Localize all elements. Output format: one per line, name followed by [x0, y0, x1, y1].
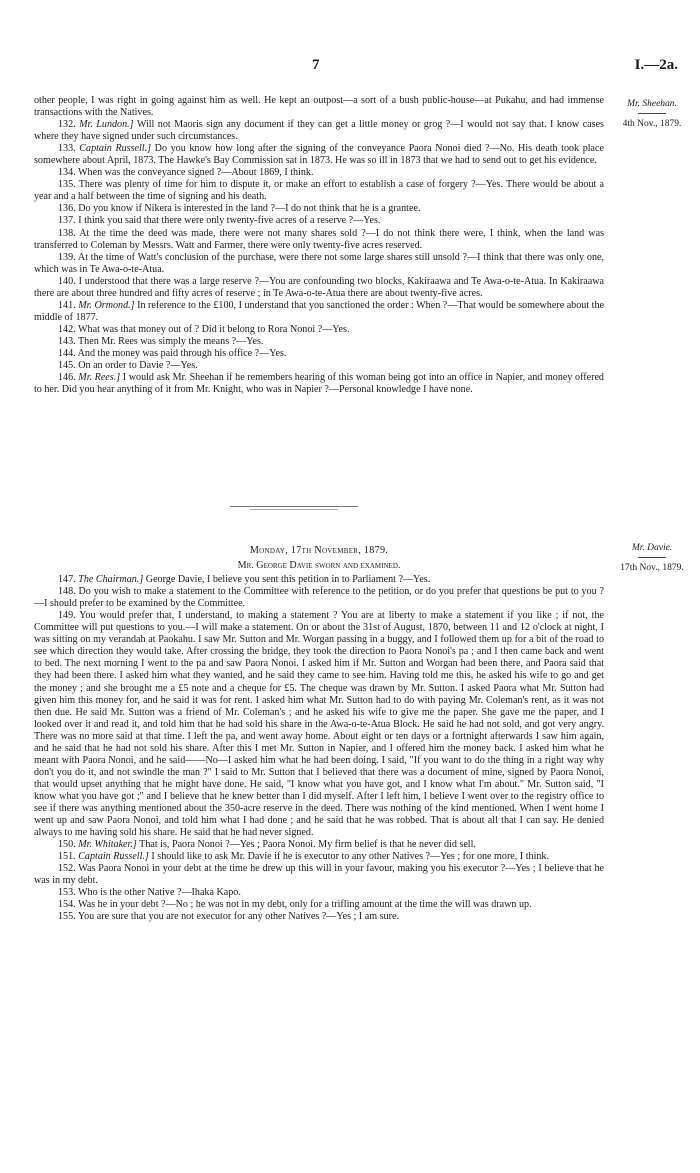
page-header	[0, 57, 700, 77]
question-number: 133.	[58, 143, 76, 155]
question-number: 136.	[58, 203, 76, 215]
testimony-paragraph	[34, 167, 604, 179]
testimony-paragraph	[34, 228, 604, 252]
testimony-section-sheehan	[34, 95, 604, 396]
question-number: 151.	[58, 851, 76, 863]
question-number: 147.	[58, 574, 76, 586]
question-number: 141.	[58, 299, 76, 311]
paragraph-text: I would ask Mr. Sheehan if he remembers hearing of this woman being got into an office in Napier, and money offered to her. Did you hear anything of it from Mr. Knight, who was in Napier ?—Personal knowledge I have none.	[34, 372, 604, 396]
testimony-paragraph	[34, 887, 604, 899]
paragraph-text: Will not Maoris sign any document if they can get a little money or grog ?—I would not say that. I know cases where they have signed under such circumstances.	[34, 119, 604, 143]
speaker-name: Captain Russell.]	[79, 143, 152, 155]
testimony-paragraph	[34, 360, 604, 372]
testimony-paragraph	[34, 372, 604, 396]
testimony-paragraph	[34, 143, 604, 167]
margin-note-sheehan	[612, 98, 692, 130]
question-number: 134.	[58, 167, 76, 179]
section-divider	[230, 506, 358, 507]
paragraph-text: Do you know how long after the signing of the conveyance Paora Nonoi died ?—No. His death took place somewhere about April, 1873. The Hawke's Bay Commission sat in 1873. He was so ill in 1873 that we had to send out to get his evidence.	[34, 143, 605, 167]
question-number: 152.	[58, 863, 76, 875]
paragraph-text: What was that money out of ? Did it belong to Rora Nonoi ?—Yes.	[78, 323, 350, 335]
question-number: 150.	[58, 839, 76, 851]
speaker-name: Mr. Ormond.]	[78, 299, 135, 311]
paragraph-text: I understood that there was a large reserve ?—You are confounding two blocks, Kakiraawa and Te Awa-o-te-Atua. In Kakiraawa there are about three hundred and fifty acres of reserve ; in Te Awa-o-te-Atua there are about twenty-five acres.	[34, 275, 604, 299]
speaker-name: Mr. Whitaker.]	[78, 839, 137, 851]
paragraph-text: At the time of Watt's conclusion of the purchase, were there not some large shares still unsold ?—I think that there was only one, which was in Te Awa-o-te-Atua.	[34, 251, 604, 275]
paragraph-text: Was Paora Nonoi in your debt at the time he drew up this will in your favour, making you his executor ?—Yes ; I believe that he was in my debt.	[34, 863, 604, 887]
testimony-paragraph	[34, 839, 604, 851]
testimony-paragraph	[34, 203, 604, 215]
paragraph-text: There was plenty of time for him to dispute it, or make an effort to establish a case of forgery ?—Yes. There would be about a year and a half between the time of signing and his death.	[34, 179, 604, 203]
testimony-paragraph	[34, 336, 604, 348]
testimony-paragraph	[34, 276, 604, 300]
speaker-name: The Chairman.]	[78, 574, 144, 586]
question-number: 155.	[58, 911, 76, 923]
testimony-paragraph	[34, 300, 604, 324]
paragraph-text: On an order to Davie ?—Yes.	[78, 360, 198, 372]
margin-date: 4th Nov., 1879.	[622, 119, 682, 129]
testimony-paragraph	[34, 119, 604, 143]
testimony-paragraph	[34, 586, 604, 610]
question-number: 138.	[58, 227, 76, 239]
testimony-section-davie	[34, 545, 604, 923]
testimony-paragraph	[34, 851, 604, 863]
paragraph-text: Do you wish to make a statement to the Committee with reference to the petition, or do you prefer that questions be put to you ?—I should prefer to be examined by the Committee.	[34, 586, 604, 610]
question-number: 135.	[58, 179, 76, 191]
paragraph-text: I should like to ask Mr. Davie if he is executor to any other Natives ?—Yes ; for one more, I think.	[148, 851, 549, 863]
paragraph-text: At the time the deed was made, there were not many shares sold ?—I do not think there were, I think, when the land was transferred to Coleman by Messrs. Watt and Farmer, there were only twenty-five acres reserved.	[34, 227, 605, 251]
question-number: 148.	[58, 586, 76, 598]
question-number: 145.	[58, 360, 76, 372]
question-number: 132.	[58, 119, 76, 131]
testimony-paragraph	[34, 179, 604, 203]
paragraph-text: And the money was paid through his office ?—Yes.	[77, 347, 287, 359]
question-number: 140.	[58, 275, 76, 287]
margin-date: 17th Nov., 1879.	[620, 563, 684, 573]
paragraph-text: George Davie, I believe you sent this petition in to Parliament ?—Yes.	[143, 574, 431, 586]
speaker-name: Mr. Lundon.]	[79, 119, 134, 131]
paragraph-text: You are sure that you are not executor for any other Natives ?—Yes ; I am sure.	[77, 911, 399, 923]
section-divider-short	[250, 509, 338, 510]
paragraph-text: Then Mr. Rees was simply the means ?—Yes.	[78, 335, 264, 347]
question-number: 143.	[58, 335, 76, 347]
margin-speaker: Mr. Davie.	[631, 543, 673, 553]
paragraph-text: Who is the other Native ?—Ihaka Kapo.	[78, 887, 241, 899]
question-number: 149.	[58, 610, 76, 622]
question-number: 153.	[58, 887, 76, 899]
question-number: 154.	[58, 899, 76, 911]
margin-note-davie	[612, 542, 692, 574]
document-reference: I.—2a.	[634, 57, 678, 73]
testimony-paragraph	[34, 863, 604, 887]
testimony-paragraph	[34, 610, 604, 839]
paragraph-text: That is, Paora Nonoi ?—Yes ; Paora Nonoi. My firm belief is that he never did sell.	[136, 839, 476, 851]
page-number: 7	[312, 57, 320, 73]
testimony-paragraph	[34, 348, 604, 360]
speaker-name: Captain Russell.]	[78, 851, 149, 863]
question-number: 146.	[58, 372, 76, 384]
margin-rule	[638, 557, 666, 558]
testimony-paragraph	[34, 324, 604, 336]
paragraph-text: Do you know if Nikera is interested in the land ?—I do not think that he is a grantee.	[78, 203, 421, 215]
witness-sworn-line: Mr. George Davie sworn and examined.	[237, 560, 401, 572]
question-number: 139.	[58, 251, 76, 263]
question-number: 144.	[58, 347, 76, 359]
paragraph-text: You would prefer that, I understand, to making a statement ? You are at liberty to make a statement if you like ; if not, the Committee will put questions to you.—I will make a statement. On or about the 31st of August, 1870, between 11 and 12 o'clock at night, I was sitting on my verandah at Paokahu. I saw Mr. Sutton and Mr. Worgan passing in a buggy, and I followed them up for a bit of the road to see which direction they would take. After crossing the bridge, they took the direction to Paora Nonoi's pa ; and I then came back and went to bed. The next morning I went to the pa and saw Paora Nonoi. I asked him if Mr. Sutton and Worgan had been there, and Paora said that they had been there. I asked him what they wanted, and he said they came to see him. Having told me this, he asked his wife to go and get the money ; and she brought me a £5 note and a cheque for £5. The cheque was drawn by Mr. Sutton. I asked Paora what Mr. Sutton had given him this money for, and he said it was for rent. I asked him what Mr. Sutton had to do with paying Mr. Coleman's rent, as it was not then due. He said Mr. Sutton was a friend of Mr. Coleman's ; and he asked his wife to give me the paper. She gave me the paper, and I looked over it and read it, and told him that he had sold his share in the Awa-o-te-Atua Block. He said he had not sold, and got very angry. There was no more said at that time. I left the pa, and went away home. About eight or ten days or a fortnight afterwards I saw him again, and he said that he had not sold his share. After this I met Mr. Sutton in Napier, and I offered him the money back. I asked him what he meant with Paora Nonoi, and he said——No—I asked him what he had been doing. I said, "If you want to do the thing in a right way why don't you do it, and not swindle the man ?" I said to Mr. Sutton that I believed that there was a document of mine, signed by Paora Nonoi, that would upset anything that he might have done. He said, "I know what you have got, and I know what I'm about." Mr. Sutton said, "I know what you have got ;" and I believe that he knew better than I did myself. After I left him, I believe I went over to the registry office to see if there was anything mentioned about the 350-acre reserve in the deed. There was nothing of the kind mentioned. When I went home I went up and saw Paora Nonoi, and told him what I had done ; and he said that he was robbed. That is about all that I can say. He denied always to me having sold his share. He said that he had never signed.	[34, 610, 604, 839]
paragraph-text: When was the conveyance signed ?—About 1869, I think.	[78, 167, 314, 179]
testimony-paragraph	[34, 215, 604, 227]
testimony-paragraph	[34, 95, 604, 119]
testimony-paragraph	[34, 911, 604, 923]
testimony-paragraph	[34, 252, 604, 276]
paragraph-text: Was he in your debt ?—No ; he was not in my debt, only for a trifling amount at the time the will was drawn up.	[78, 899, 532, 911]
testimony-paragraph	[34, 899, 604, 911]
paragraph-text: other people, I was right in going against him as well. He kept an outpost—a sort of a bush public-house—at Pukahu, and had immense transactions with the Natives.	[34, 95, 604, 119]
margin-rule	[638, 113, 666, 114]
testimony-paragraph	[34, 574, 604, 586]
paragraph-text: I think you said that there were only twenty-five acres of a reserve ?—Yes.	[78, 215, 381, 227]
question-number: 142.	[58, 323, 76, 335]
question-number: 137.	[58, 215, 76, 227]
session-date: Monday, 17th November, 1879.	[249, 545, 389, 556]
margin-speaker: Mr. Sheehan.	[627, 99, 677, 109]
paragraph-text: In reference to the £100, I understand that you sanctioned the order : When ?—That would be somewhere about the middle of 1877.	[34, 299, 604, 323]
speaker-name: Mr. Rees.]	[78, 372, 121, 384]
testimony-paragraphs	[34, 574, 604, 923]
